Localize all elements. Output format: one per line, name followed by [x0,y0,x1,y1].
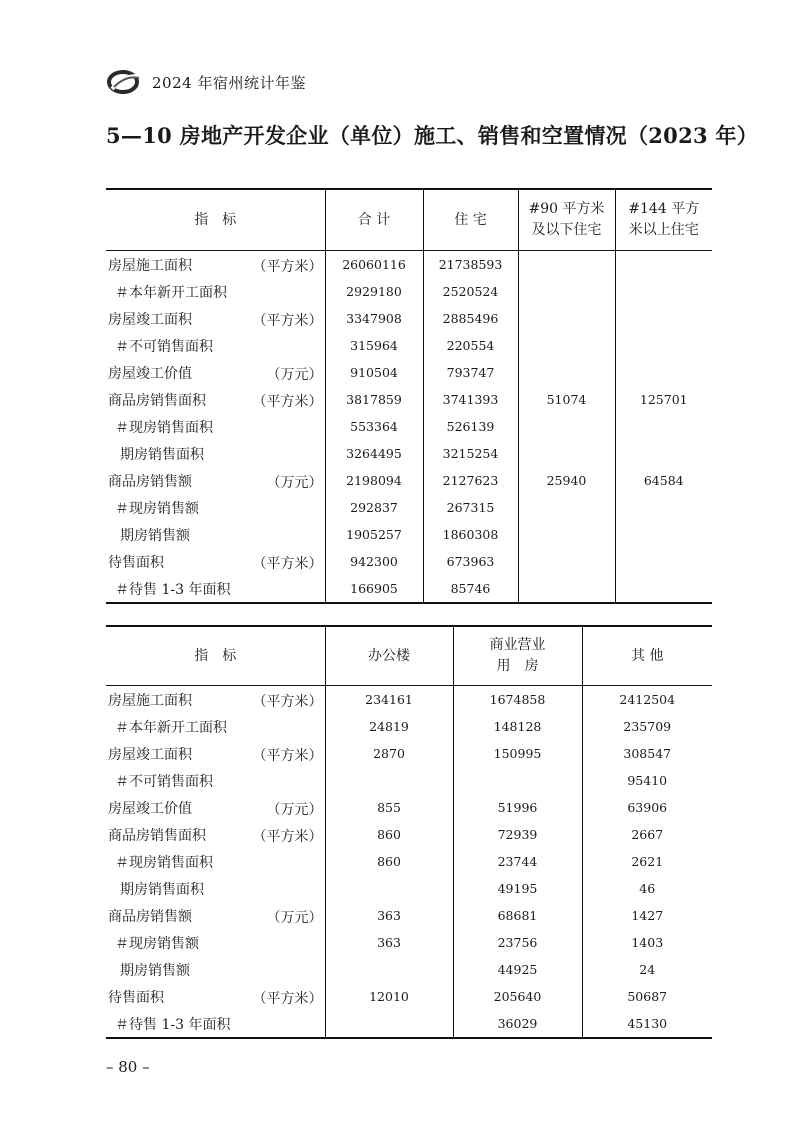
table-construction-sales-residential [106,188,712,604]
table-row [106,875,712,902]
row-label: 期房销售额 [120,962,190,979]
value-cell [615,413,712,440]
value-cell: 1674858 [453,686,582,714]
table-row [106,956,712,983]
header-indicator: 指 标 [106,626,325,686]
table-row [106,251,712,279]
row-label: 房屋施工面积 [108,692,192,709]
table-row [106,740,712,767]
row-unit: （平方米） [252,694,323,710]
row-unit: （万元） [266,910,323,926]
table-row [106,359,712,386]
value-cell [518,494,615,521]
value-cell: 45130 [582,1010,712,1038]
table-row [106,794,712,821]
value-cell: 148128 [453,713,582,740]
value-cell: 2621 [582,848,712,875]
value-cell [615,575,712,603]
value-cell: 3817859 [325,386,423,413]
yearbook-logo-icon [106,69,144,95]
value-cell: 166905 [325,575,423,603]
row-label: 期房销售额 [120,527,190,544]
row-label: 待售面积 [108,989,164,1006]
value-cell: 3347908 [325,305,423,332]
header-indicator: 指 标 [106,189,325,251]
value-cell: 1403 [582,929,712,956]
value-cell: 942300 [325,548,423,575]
table-row [106,983,712,1010]
value-cell: 308547 [582,740,712,767]
table-row [106,332,712,359]
table-row [106,767,712,794]
book-title: 2024 年宿州统计年鉴 [152,73,306,92]
row-label: ＃现房销售额 [115,935,199,952]
value-cell: 51074 [518,386,615,413]
row-label: 房屋施工面积 [108,257,192,274]
row-label-cell [106,278,325,305]
header-other: 其 他 [582,626,712,686]
value-cell: 553364 [325,413,423,440]
row-label: ＃本年新开工面积 [115,284,227,301]
row-label-cell [106,575,325,603]
row-label: ＃不可销售面积 [115,338,213,355]
table-row [106,575,712,603]
row-label: 房屋竣工面积 [108,311,192,328]
row-label-cell [106,1010,325,1038]
value-cell: 234161 [325,686,453,714]
value-cell [615,440,712,467]
header-office: 办公楼 [325,626,453,686]
table-row [106,467,712,494]
header-commercial: 商业营业 用 房 [453,626,582,686]
page-title: 5—10 房地产开发企业（单位）施工、销售和空置情况（2023 年） [106,123,759,148]
row-label: ＃不可销售面积 [115,773,213,790]
table-row [106,1010,712,1038]
row-label: 商品房销售额 [108,473,192,490]
value-cell: 85746 [423,575,518,603]
row-label: 待售面积 [108,554,164,571]
row-unit: （平方米） [252,748,323,764]
row-label: 商品房销售面积 [108,392,206,409]
row-label: ＃待售 1-3 年面积 [115,581,231,598]
value-cell: 46 [582,875,712,902]
row-label-cell [106,767,325,794]
row-label: 商品房销售额 [108,908,192,925]
table-header-row [106,189,712,251]
table-row [106,848,712,875]
row-unit: （万元） [266,802,323,818]
row-label-cell [106,521,325,548]
header-under-90: #90 平方米 及以下住宅 [518,189,615,251]
header-total: 合 计 [325,189,423,251]
value-cell [615,278,712,305]
value-cell: 24819 [325,713,453,740]
table-construction-sales-nonresidential [106,625,712,1039]
value-cell [615,494,712,521]
row-label: 期房销售面积 [120,881,204,898]
row-unit: （万元） [266,475,323,491]
row-label-cell [106,713,325,740]
value-cell: 68681 [453,902,582,929]
row-label-cell [106,413,325,440]
row-label: ＃现房销售面积 [115,419,213,436]
row-label: ＃现房销售面积 [115,854,213,871]
table-row [106,902,712,929]
table-row [106,821,712,848]
value-cell: 2198094 [325,467,423,494]
value-cell: 21738593 [423,251,518,279]
row-unit: （平方米） [252,259,323,275]
value-cell: 50687 [582,983,712,1010]
value-cell: 2412504 [582,686,712,714]
value-cell: 64584 [615,467,712,494]
row-label-cell [106,902,325,929]
value-cell: 3215254 [423,440,518,467]
value-cell: 910504 [325,359,423,386]
value-cell [325,767,453,794]
row-unit: （平方米） [252,829,323,845]
value-cell: 23756 [453,929,582,956]
value-cell [518,548,615,575]
value-cell: 2127623 [423,467,518,494]
row-label: ＃本年新开工面积 [115,719,227,736]
value-cell: 23744 [453,848,582,875]
value-cell: 2870 [325,740,453,767]
value-cell: 12010 [325,983,453,1010]
value-cell: 1905257 [325,521,423,548]
value-cell: 1860308 [423,521,518,548]
value-cell: 150995 [453,740,582,767]
value-cell: 267315 [423,494,518,521]
table-row [106,278,712,305]
row-label-cell [106,332,325,359]
value-cell [518,251,615,279]
value-cell: 2885496 [423,305,518,332]
value-cell: 2667 [582,821,712,848]
row-label-cell [106,686,325,714]
row-label-cell [106,848,325,875]
row-label-cell [106,956,325,983]
value-cell [518,413,615,440]
row-label-cell [106,251,325,279]
value-cell [518,332,615,359]
row-label-cell [106,548,325,575]
row-label-cell [106,305,325,332]
table-row [106,413,712,440]
value-cell: 3741393 [423,386,518,413]
row-unit: （平方米） [252,394,323,410]
table-row [106,521,712,548]
value-cell: 363 [325,902,453,929]
row-label: 房屋竣工价值 [108,800,192,817]
row-label-cell [106,740,325,767]
value-cell: 3264495 [325,440,423,467]
value-cell: 24 [582,956,712,983]
header-over-144: #144 平方 米以上住宅 [615,189,712,251]
value-cell: 235709 [582,713,712,740]
value-cell: 1427 [582,902,712,929]
row-unit: （平方米） [252,556,323,572]
value-cell: 72939 [453,821,582,848]
value-cell: 125701 [615,386,712,413]
value-cell: 49195 [453,875,582,902]
row-label: 房屋竣工价值 [108,365,192,382]
value-cell [615,359,712,386]
value-cell: 673963 [423,548,518,575]
row-label-cell [106,386,325,413]
value-cell: 36029 [453,1010,582,1038]
value-cell: 2520524 [423,278,518,305]
value-cell: 363 [325,929,453,956]
table-header-row [106,626,712,686]
row-label-cell [106,929,325,956]
value-cell: 25940 [518,467,615,494]
row-label: ＃待售 1-3 年面积 [115,1016,231,1033]
value-cell [615,251,712,279]
value-cell: 44925 [453,956,582,983]
row-label-cell [106,821,325,848]
value-cell [518,305,615,332]
row-unit: （万元） [266,367,323,383]
value-cell [615,521,712,548]
value-cell [518,440,615,467]
value-cell: 205640 [453,983,582,1010]
table-row [106,929,712,956]
row-label: 期房销售面积 [120,446,204,463]
value-cell: 63906 [582,794,712,821]
row-label-cell [106,875,325,902]
value-cell [325,956,453,983]
running-header [106,62,306,102]
row-label-cell [106,983,325,1010]
row-label: ＃现房销售额 [115,500,199,517]
value-cell [325,1010,453,1038]
value-cell: 51996 [453,794,582,821]
value-cell [615,305,712,332]
value-cell [615,332,712,359]
table-row [106,686,712,714]
value-cell: 2929180 [325,278,423,305]
table-row [106,494,712,521]
row-label-cell [106,494,325,521]
table-row [106,548,712,575]
row-label: 房屋竣工面积 [108,746,192,763]
table-row [106,386,712,413]
page-number: – 80 – [106,1058,150,1076]
value-cell [518,521,615,548]
table-row [106,305,712,332]
row-unit: （平方米） [252,991,323,1007]
value-cell [518,278,615,305]
value-cell: 292837 [325,494,423,521]
table-row [106,713,712,740]
value-cell: 855 [325,794,453,821]
value-cell: 220554 [423,332,518,359]
row-unit: （平方米） [252,313,323,329]
value-cell [615,548,712,575]
header-residential: 住 宅 [423,189,518,251]
value-cell [518,575,615,603]
row-label-cell [106,467,325,494]
row-label-cell [106,359,325,386]
value-cell [453,767,582,794]
value-cell: 860 [325,821,453,848]
value-cell [325,875,453,902]
value-cell [518,359,615,386]
row-label-cell [106,440,325,467]
value-cell: 26060116 [325,251,423,279]
row-label: 商品房销售面积 [108,827,206,844]
table-row [106,440,712,467]
value-cell: 95410 [582,767,712,794]
row-label-cell [106,794,325,821]
value-cell: 793747 [423,359,518,386]
value-cell: 860 [325,848,453,875]
value-cell: 315964 [325,332,423,359]
value-cell: 526139 [423,413,518,440]
